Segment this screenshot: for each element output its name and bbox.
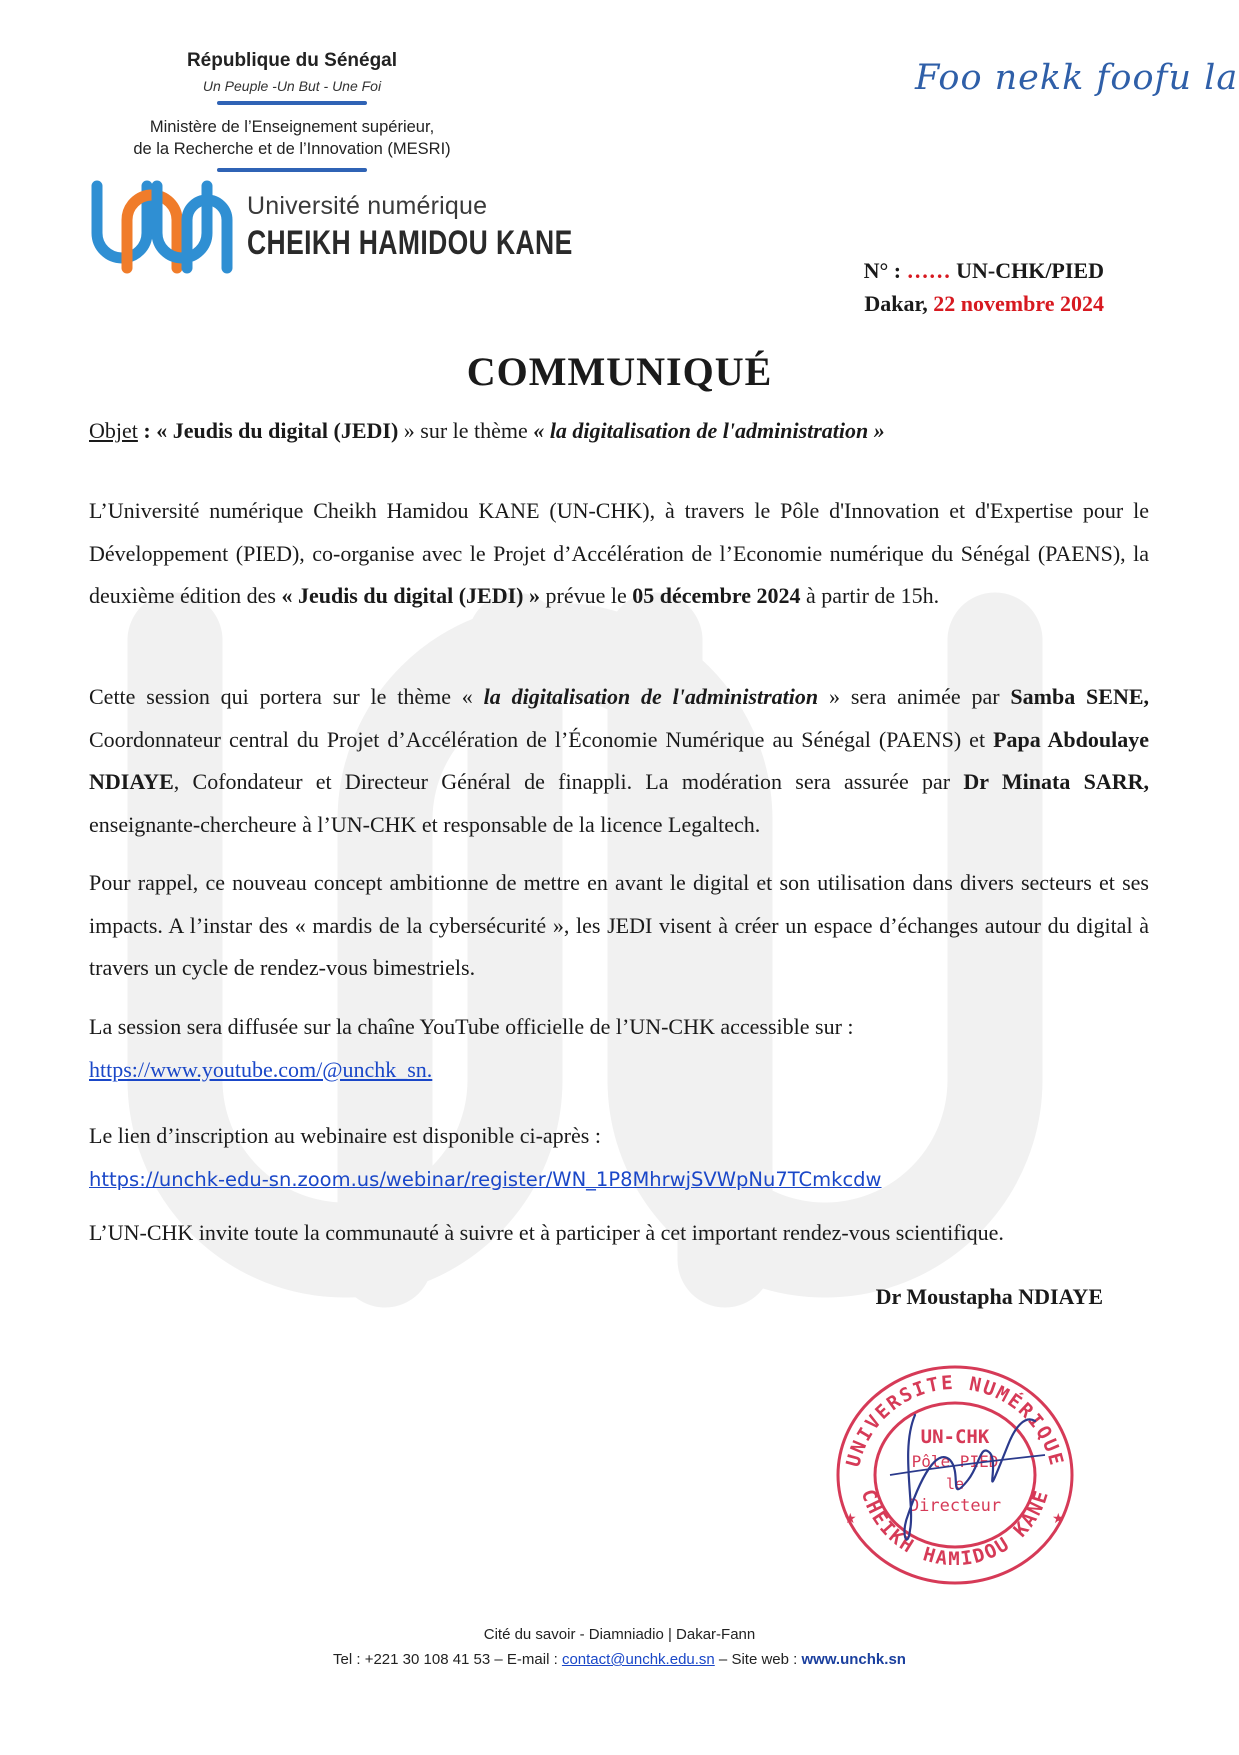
header-divider-2 [217, 168, 367, 172]
webinar-registration-link[interactable]: https://unchk-edu-sn.zoom.us/webinar/register/WN_1P8MhrwjSVWpNu7TCmkcdw [89, 1167, 882, 1191]
university-logo [87, 178, 573, 274]
subject-theme: « la digitalisation de l'administration » [533, 418, 885, 443]
subject-line [89, 418, 885, 444]
ref-dots: …… [906, 258, 951, 283]
handwritten-tagline: Foo nekk foofu la [915, 58, 1239, 98]
p5-text: Le lien d’inscription au webinaire est disponible ci-après : [89, 1123, 601, 1148]
ref-label: N° : [863, 258, 902, 283]
national-motto: Un Peuple -Un But - Une Foi [202, 78, 382, 94]
p1-event: « Jeudis du digital (JEDI) » [281, 583, 541, 608]
ministry-line-2: de la Recherche et de l’Innovation (MESRI) [133, 140, 451, 158]
p1-text-1: L’Université numérique Cheikh Hamidou KANE (UN-CHK), à travers le Pôle d'Innovation et d'Expertise pour le Développement (PIED), co-organise avec le Projet d’Accélération de l’Economie numérique du Sénégal (PAENS), la deuxième édition des [89, 498, 1149, 608]
stamp-line-4: Directeur [908, 1496, 1002, 1516]
date: 22 novembre 2024 [933, 291, 1104, 316]
speaker-2: Papa Abdoulaye NDIAYE [89, 726, 1149, 794]
ministry-header [92, 50, 492, 183]
page-footer [0, 1622, 1239, 1672]
paragraph-intro [89, 490, 1149, 618]
official-stamp [830, 1355, 1080, 1585]
p3-text: Pour rappel, ce nouveau concept ambitionne de mettre en avant le digital et son utilisation dans divers secteurs et ses impacts. A l’instar des « mardis de la cybersécurité », les JEDI visent à créer un espace d’échanges autour du digital à travers un cycle de rendez-vous bimestriels. [89, 870, 1149, 980]
reference-number [864, 254, 1104, 287]
p2-text-4: , Cofondateur et Directeur Général de finappli. La modération sera assurée par [173, 769, 964, 794]
footer-address: Cité du savoir - Diamniadio | Dakar-Fann [483, 1626, 756, 1643]
youtube-link[interactable]: https://www.youtube.com/@unchk_sn. [89, 1056, 433, 1082]
ref-code: UN-CHK/PIED [956, 258, 1104, 283]
p6-text: L’UN-CHK invite toute la communauté à suivre et à participer à cet important rendez-vous scientifique. [89, 1220, 1004, 1245]
footer-site-link[interactable]: www.unchk.sn [801, 1651, 906, 1668]
city: Dakar, [864, 291, 928, 316]
subject-event: Jeudis du digital (JEDI) [172, 418, 399, 443]
p1-text-2: prévue le [540, 583, 633, 608]
speaker-1: Samba SENE, [1010, 684, 1150, 709]
footer-email-link[interactable]: contact@unchk.edu.sn [561, 1651, 715, 1668]
paragraph-youtube [89, 1006, 1149, 1091]
subject-label: Objet [89, 418, 138, 443]
subject-mid: » sur le thème [398, 418, 534, 443]
place-date [864, 287, 1104, 320]
paragraph-reminder [89, 862, 1149, 990]
p2-text-2: » sera animée par [818, 684, 1011, 709]
p4-text: La session sera diffusée sur la chaîne YouTube officielle de l’UN-CHK accessible sur : [89, 1014, 854, 1039]
document-title: COMMUNIQUÉ [466, 349, 773, 394]
un-logo-icon [87, 178, 237, 274]
reference-block [864, 254, 1104, 320]
stamp-line-1: UN-CHK [920, 1426, 990, 1448]
stamp-ring-top: UNIVERSITE NUMÉRIQUE [842, 1371, 1068, 1470]
footer-tel: Tel : +221 30 108 41 53 – E-mail : [333, 1651, 562, 1668]
country-name: République du Sénégal [186, 50, 398, 71]
ministry-line-1: Ministère de l’Enseignement supérieur, [149, 118, 435, 136]
moderator: Dr Minata SARR, [963, 769, 1149, 794]
logo-text-line-1: Université numérique [247, 192, 488, 220]
stamp-line-2: Pôle PIED [911, 1452, 999, 1471]
stamp-star-right: ★ [1052, 1512, 1065, 1527]
p1-date: 05 décembre 2024 [632, 583, 801, 608]
stamp-star-left: ★ [844, 1512, 857, 1527]
stamp-ring-bottom: CHEIKH HAMIDOU KANE [856, 1486, 1054, 1571]
stamp-line-3: le [945, 1475, 965, 1493]
p1-text-3: à partir de 15h. [800, 583, 940, 608]
subject-sep: : « [137, 418, 173, 443]
logo-text-line-2: CHEIKH HAMIDOU KANE [247, 224, 573, 262]
footer-site-label: – Site web : [714, 1651, 802, 1668]
footer-contact [0, 1647, 1239, 1672]
p2-theme: la digitalisation de l'administration [483, 684, 819, 709]
signatory-name: Dr Moustapha NDIAYE [875, 1284, 1103, 1309]
header-divider [217, 101, 367, 105]
paragraph-registration [89, 1115, 1149, 1201]
paragraph-invitation [89, 1212, 1149, 1255]
p2-text-3: Coordonnateur central du Projet d’Accélération de l’Économie Numérique au Sénégal (PAENS) et [89, 726, 994, 752]
paragraph-speakers [89, 676, 1149, 846]
p2-text-5: enseignante-chercheure à l’UN-CHK et responsable de la licence Legaltech. [89, 811, 761, 837]
p2-text-1: Cette session qui portera sur le thème « [89, 684, 484, 709]
